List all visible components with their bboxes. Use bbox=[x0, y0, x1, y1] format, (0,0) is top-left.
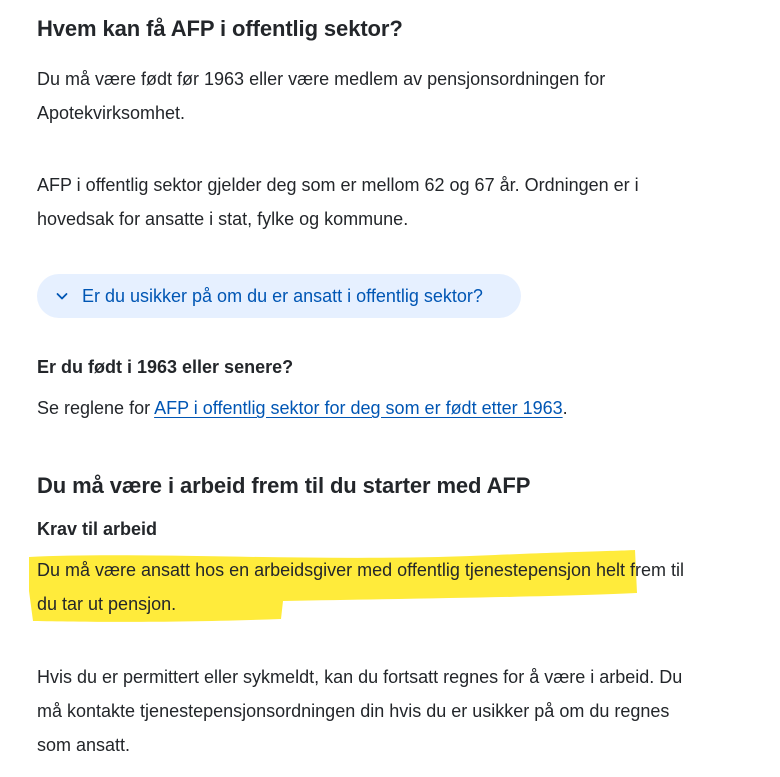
rules-suffix: . bbox=[562, 398, 568, 418]
rules-text bbox=[37, 391, 687, 425]
age-requirement-text: AFP i offentlig sektor gjelder deg som er mellom 62 og 67 år. Ordningen er i hovedsak for ansatte i stat, fylke og kommune. bbox=[37, 175, 639, 229]
chevron-down-icon bbox=[54, 288, 70, 304]
born-1963-or-later-heading: Er du født i 1963 eller senere? bbox=[37, 357, 294, 377]
section-heading-who-can-get-afp: Hvem kan få AFP i offentlig sektor? bbox=[37, 16, 403, 41]
public-sector-expander-button[interactable] bbox=[37, 274, 521, 318]
work-requirement-heading: Krav til arbeid bbox=[37, 519, 158, 539]
birth-requirement-text: Du må være født før 1963 eller være medlem av pensjonsordningen for Apotekvirksomhet. bbox=[37, 69, 606, 123]
rules-prefix: Se reglene for bbox=[37, 398, 155, 418]
expander-label: Er du usikker på om du er ansatt i offentlig sektor? bbox=[82, 285, 483, 306]
highlighted-work-requirement-text: Du må være ansatt hos en arbeidsgiver med offentlig tjenestepensjon helt frem til du tar ut pensjon. bbox=[37, 560, 685, 614]
laid-off-or-sick-text: Hvis du er permittert eller sykmeldt, kan du fortsatt regnes for å være i arbeid. Du må kontakte tjenestepensjonsordningen din hvis du er usikker på om du regnes som ansatt. bbox=[37, 667, 683, 755]
afp-after-1963-link[interactable]: AFP i offentlig sektor for deg som er født etter 1963 bbox=[154, 398, 563, 418]
section-heading-work-until-afp: Du må være i arbeid frem til du starter med AFP bbox=[37, 473, 531, 498]
